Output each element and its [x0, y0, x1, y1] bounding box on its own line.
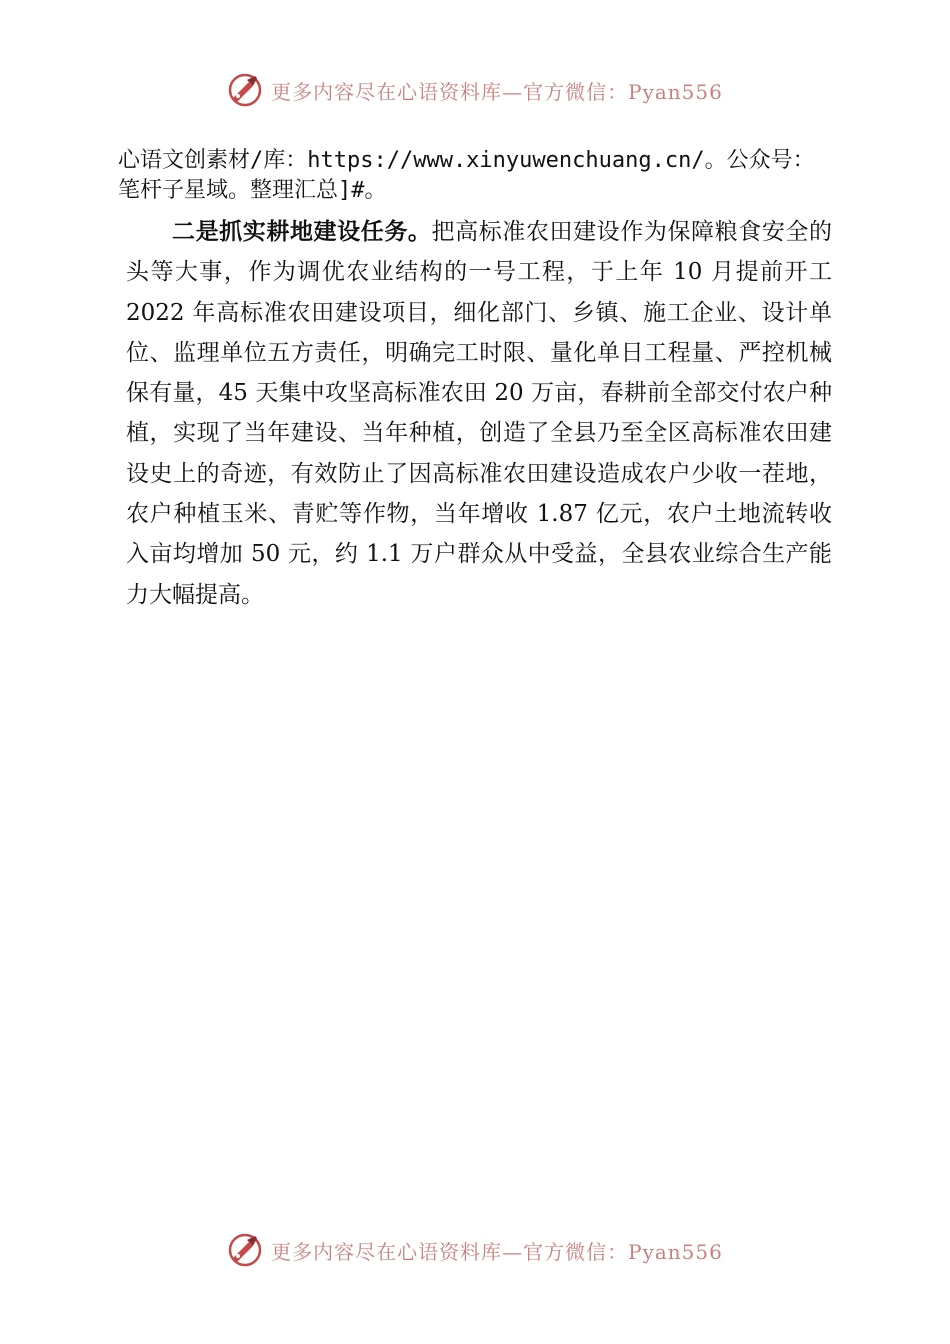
footer-watermark-banner [0, 1232, 950, 1268]
paragraph-lead-heading: 二是抓实耕地建设任务。 [172, 219, 432, 245]
footer-watermark-text: 更多内容尽在心语资料库—官方微信：Pyan556 [271, 1239, 723, 1264]
source-attribution-line: 心语文创素材/库：https://www.xinyuwenchuang.cn/。公众号：笔杆子星域。整理汇总]#。 [118, 148, 815, 203]
pen-circle-logo-icon [227, 1232, 263, 1268]
header-watermark-banner [0, 72, 950, 108]
pen-circle-logo-icon [227, 72, 263, 108]
paragraph-body-text: 把高标准农田建设作为保障粮食安全的头等大事，作为调优农业结构的一号工程，于上年 10 月提前开工 2022 年高标准农田建设项目，细化部门、乡镇、施工企业、设计单位、监理单位五方责任，明确完工时限、量化单日工程量、严控机械保有量，45 天集中攻坚高标准农田 20 万亩，春耕前全部交付农户种植，实现了当年建设、当年种植，创造了全县乃至全区高标准农田建设史上的奇迹，有效防止了因高标准农田建设造成农户少收一茬地，农户种植玉米、青贮等作物，当年增收 1.87 亿元，农户土地流转收入亩均增加 50 元，约 1.1 万户群众从中受益，全县农业综合生产能力大幅提高。 [126, 219, 833, 608]
header-watermark-text: 更多内容尽在心语资料库—官方微信：Pyan556 [271, 79, 723, 104]
body-paragraph [126, 212, 832, 615]
